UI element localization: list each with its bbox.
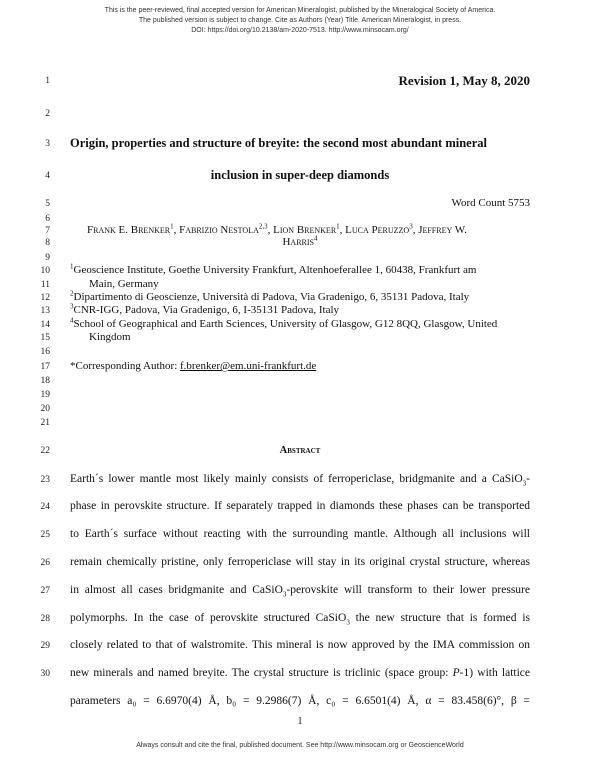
line-number: 14 [40,320,50,330]
authors-line-1: Frank E. Brenker$^1$, Fabrizio Nestola$^{2,3}$, Lion Brenker$^1$, Luca Peruzzo$^3$, Jeffrey W. [87,222,467,236]
affiliation-3: $^3$CNR-IGG, Padova, Via Gradenigo, 6, I-35131 Padova, Italy [70,302,340,316]
line-number: 18 [40,376,50,386]
affiliation-1-cont: Main, Germany [89,278,159,290]
revision-date: Revision 1, May 8, 2020 [398,73,530,88]
author: Frank E. Brenker [87,224,171,236]
abstract-line: new minerals and named breyite. The crystal structure is triclinic (space group: P-1) with lattice [70,667,531,679]
line-number: 2 [45,109,50,119]
affiliation-4: $^4$School of Geographical and Earth Sciences, University of Glasgow, G12 8QQ, Glasgow, United [70,316,498,330]
line-number: 5 [45,199,50,209]
author: Harris [282,236,314,248]
word-count: Word Count 5753 [451,197,530,209]
line-number: 15 [40,333,50,343]
author: Lion Brenker [273,224,337,236]
line-number: 8 [45,238,50,248]
corresponding-email-link[interactable]: f.brenker@em.uni-frankfurt.de [180,360,317,372]
title-line-2: inclusion in super-deep diamonds [210,168,390,182]
line-number: 22 [40,446,50,456]
line-number: 21 [40,418,50,428]
line-number: 29 [40,641,50,651]
abstract-heading: Abstract [279,445,321,456]
line-number: 1 [45,76,50,86]
line-number: 30 [40,669,50,679]
line-number: 16 [40,347,50,357]
line-number: 4 [45,171,50,181]
abstract-line: parameters a₀ = 6.6970(4) Å, b₀ = 9.2986(7) Å, c₀ = 6.6501(4) Å, α = 83.458(6)°, β = [70,695,530,707]
abstract-line: Earth´s lower mantle most likely mainly consists of ferropericlase, bridgmanite and a CaSiO$_3$- [70,473,530,488]
affiliation-1: $^1$Geoscience Institute, Goethe University Frankfurt, Altenhoeferallee 1, 60438, Frankfurt am [70,262,477,276]
affiliation-4-cont: Kingdom [89,331,131,343]
line-number: 10 [40,266,50,276]
abstract-line: polymorphs. In the case of perovskite structured CaSiO$_3$ the new structure that is formed is [70,612,530,627]
header-line-1: This is the peer-reviewed, final accepted version for American Mineralogist, published by the Mineralogical Society of America. [104,7,496,14]
abstract-line: closely related to that of walstromite. This mineral is now approved by the IMA commission on [70,639,530,651]
affiliation-2: $^2$Dipartimento di Geoscienze, Università di Padova, Via Gradenigo, 6, 35131 Padova, Italy [70,289,470,303]
line-number: 6 [45,214,50,224]
line-number: 11 [40,280,50,290]
line-number: 23 [40,475,50,485]
abstract-line: remain chemically pristine, only ferropericlase will stay in its original crystal structure, whereas [70,556,530,568]
line-number: 25 [40,530,50,540]
abstract-line: to Earth´s surface without reacting with the surrounding mantle. Although all inclusions will [70,528,530,540]
line-number: 12 [40,293,50,303]
line-number: 9 [45,253,50,263]
author: Jeffrey W. [418,224,467,236]
abstract-line: in almost all cases bridgmanite and CaSiO$_3$-perovskite will transform to their lower pressure [70,584,530,599]
title-line-1: Origin, properties and structure of breyite: the second most abundant mineral [70,136,488,150]
line-number: 26 [40,558,50,568]
line-number: 3 [45,139,50,149]
corresponding-author: *Corresponding Author: f.brenker@em.uni-frankfurt.de [70,360,317,372]
line-number: 7 [45,226,50,236]
author: Luca Peruzzo [345,224,410,236]
authors-line-2: Harris$^4$ [282,234,318,248]
author: Fabrizio Nestola [179,224,259,236]
header-line-3: DOI: https://doi.org/10.2138/am-2020-7513. http://www.minsocam.org/ [191,27,409,34]
line-number: 19 [40,390,50,400]
line-number: 20 [40,404,50,414]
page-number: 1 [297,716,303,727]
footer-note: Always consult and cite the final, published document. See http://www.minsocam.org or GeoscienceWorld [136,742,464,749]
header-line-2: The published version is subject to change. Cite as Authors (Year) Title. American Mineralogist, in press. [138,17,462,24]
line-number: 28 [40,614,50,624]
line-number: 17 [40,362,50,372]
line-number: 24 [40,502,50,512]
line-number: 13 [40,306,50,316]
abstract-line: phase in perovskite structure. If separately trapped in diamonds these phases can be transported [70,500,530,512]
line-number: 27 [40,586,50,596]
